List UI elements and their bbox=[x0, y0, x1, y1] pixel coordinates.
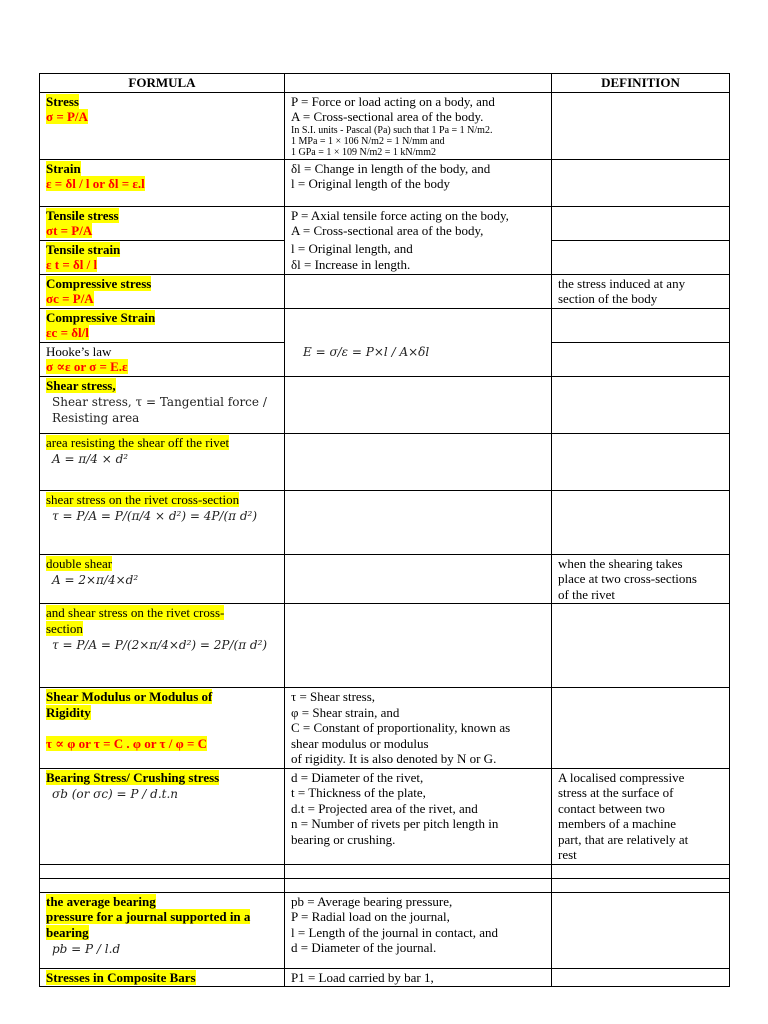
definition-cell bbox=[552, 864, 730, 878]
description-cell bbox=[285, 308, 552, 342]
definition-cell bbox=[552, 688, 730, 769]
formula-cell bbox=[40, 206, 285, 240]
table-row bbox=[40, 490, 730, 554]
row-title: Tensile strain bbox=[46, 241, 121, 257]
formula-cell bbox=[40, 308, 285, 342]
table-row bbox=[40, 159, 730, 206]
description-line: d = Diameter of the rivet, bbox=[291, 769, 424, 785]
definition-line: when the shearing takes bbox=[558, 555, 683, 571]
description-line: pb = Average bearing pressure, bbox=[291, 893, 453, 909]
description-note: In S.I. units - Pascal (Pa) such that 1 Pa = 1 N/m2. bbox=[291, 124, 493, 136]
definition-line: stress at the surface of bbox=[558, 785, 674, 800]
description-cell bbox=[285, 688, 552, 769]
table-row bbox=[40, 308, 730, 342]
description-line: δl = Increase in length. bbox=[291, 256, 411, 272]
row-title: Stresses in Composite Bars bbox=[46, 969, 196, 985]
row-title: the average bearing bbox=[46, 893, 156, 909]
description-line: δl = Change in length of the body, and bbox=[291, 160, 491, 176]
formula-cell bbox=[40, 892, 285, 968]
row-title: Compressive Strain bbox=[46, 309, 156, 325]
formula-cell bbox=[40, 878, 285, 892]
table-row bbox=[40, 92, 730, 159]
hookes-equation: E = σ/ε = P×l / A×δl bbox=[303, 345, 430, 359]
row-formula: τ ∝ φ or τ = C . φ or τ / φ = C bbox=[46, 735, 208, 751]
table-row bbox=[40, 604, 730, 688]
definition-cell bbox=[552, 878, 730, 892]
formula-cell bbox=[40, 92, 285, 159]
description-cell bbox=[285, 768, 552, 864]
definition-cell bbox=[552, 554, 730, 604]
definition-line: rest bbox=[558, 847, 577, 862]
definition-cell bbox=[552, 768, 730, 864]
definition-line: the stress induced at any bbox=[558, 275, 686, 291]
row-title: Hooke’s law bbox=[46, 343, 112, 359]
definition-line: contact between two bbox=[558, 800, 665, 816]
description-cell bbox=[285, 274, 552, 308]
table-row bbox=[40, 768, 730, 864]
table-row bbox=[40, 864, 730, 878]
definition-cell bbox=[552, 892, 730, 968]
definition-cell bbox=[552, 240, 730, 274]
description-line: P = Force or load acting on a body, and bbox=[291, 93, 495, 109]
definition-line: A localised compressive bbox=[558, 769, 685, 785]
definition-cell bbox=[552, 274, 730, 308]
table-row bbox=[40, 892, 730, 968]
description-line: l = Original length, and bbox=[291, 241, 413, 256]
definition-cell bbox=[552, 968, 730, 987]
description-line: l = Length of the journal in contact, and bbox=[291, 924, 498, 940]
formula-cell bbox=[40, 490, 285, 554]
description-line: τ = Shear stress, bbox=[291, 689, 376, 704]
formula-cell bbox=[40, 968, 285, 987]
description-cell bbox=[285, 433, 552, 490]
description-note: 1 MPa = 1 × 106 N/m2 = 1 N/mm and bbox=[291, 135, 445, 147]
description-line: P1 = Load carried by bar 1, bbox=[291, 969, 434, 985]
row-title: Shear stress, bbox=[46, 377, 116, 393]
description-line: A = Cross-sectional area of the body. bbox=[291, 109, 484, 124]
description-cell bbox=[285, 159, 552, 206]
definition-line: of the rivet bbox=[558, 586, 616, 602]
table-row bbox=[40, 554, 730, 604]
definition-cell bbox=[552, 490, 730, 554]
table-row bbox=[40, 342, 730, 376]
table-row bbox=[40, 433, 730, 490]
row-title: Bearing Stress/ Crushing stress bbox=[46, 769, 220, 785]
row-title: area resisting the shear off the rivet bbox=[46, 434, 230, 450]
description-cell bbox=[285, 604, 552, 688]
description-note: 1 GPa = 1 × 109 N/m2 = 1 kN/mm2 bbox=[291, 146, 436, 158]
description-cell bbox=[285, 376, 552, 433]
area-equation: A = π/4 × d² bbox=[52, 452, 129, 466]
definition-cell bbox=[552, 308, 730, 342]
description-cell bbox=[285, 206, 552, 240]
description-cell bbox=[285, 968, 552, 987]
row-title: Shear Modulus or Modulus of bbox=[46, 689, 213, 704]
row-formula: εc = δl/l bbox=[46, 325, 89, 340]
row-formula: ε = δl / l or δl = ε.l bbox=[46, 176, 145, 191]
formula-cell bbox=[40, 240, 285, 274]
definition-line: place at two cross-sections bbox=[558, 571, 697, 586]
definition-cell bbox=[552, 159, 730, 206]
header-middle bbox=[285, 74, 552, 93]
description-line: l = Original length of the body bbox=[291, 176, 450, 191]
row-formula: ε t = δl / l bbox=[46, 257, 98, 272]
description-cell bbox=[285, 554, 552, 604]
definition-cell bbox=[552, 433, 730, 490]
shear-stress-equation: Shear stress, τ = Tangential force / Resisting area bbox=[52, 395, 267, 425]
row-title: Stress bbox=[46, 93, 79, 109]
row-title: and shear stress on the rivet cross- bbox=[46, 605, 225, 620]
description-line: t = Thickness of the plate, bbox=[291, 785, 426, 800]
formula-cell bbox=[40, 554, 285, 604]
row-formula: σt = P/A bbox=[46, 223, 93, 238]
header-formula: FORMULA bbox=[40, 74, 285, 93]
table-row bbox=[40, 688, 730, 769]
description-line: shear modulus or modulus bbox=[291, 735, 429, 751]
table-row bbox=[40, 274, 730, 308]
description-line: P = Axial tensile force acting on the body, bbox=[291, 207, 509, 223]
header-definition: DEFINITION bbox=[552, 74, 730, 93]
description-cell bbox=[285, 864, 552, 878]
definition-line: section of the body bbox=[558, 291, 658, 306]
description-line: d.t = Projected area of the rivet, and bbox=[291, 800, 478, 816]
definition-line: members of a machine bbox=[558, 816, 677, 831]
definition-cell bbox=[552, 342, 730, 376]
bearing-equation: σb (or σc) = P / d.t.n bbox=[52, 787, 179, 801]
formula-cell bbox=[40, 376, 285, 433]
description-cell bbox=[285, 240, 552, 274]
row-title: Strain bbox=[46, 160, 81, 176]
row-title: Rigidity bbox=[46, 704, 91, 720]
description-cell bbox=[285, 490, 552, 554]
row-title: pressure for a journal supported in a bbox=[46, 909, 251, 924]
and-shear-equation: τ = P/A = P/(2×π/4×d²) = 2P/(π d²) bbox=[52, 638, 268, 652]
table-row bbox=[40, 376, 730, 433]
row-title: section bbox=[46, 620, 83, 636]
formula-cell bbox=[40, 159, 285, 206]
description-line: n = Number of rivets per pitch length in bbox=[291, 816, 499, 831]
definition-line: part, that are relatively at bbox=[558, 831, 689, 847]
formula-cell bbox=[40, 864, 285, 878]
table-row bbox=[40, 968, 730, 987]
row-title: double shear bbox=[46, 555, 113, 571]
description-line: C = Constant of proportionality, known as bbox=[291, 720, 511, 735]
description-cell bbox=[285, 92, 552, 159]
row-title: Compressive stress bbox=[46, 275, 152, 291]
definition-cell bbox=[552, 376, 730, 433]
formula-cell bbox=[40, 274, 285, 308]
formula-cell bbox=[40, 604, 285, 688]
description-cell bbox=[285, 878, 552, 892]
description-cell bbox=[285, 342, 552, 376]
double-shear-equation: A = 2×π/4×d² bbox=[52, 573, 139, 587]
row-title: bearing bbox=[46, 924, 89, 940]
definition-cell bbox=[552, 206, 730, 240]
row-title: Tensile stress bbox=[46, 207, 119, 223]
rivet-shear-equation: τ = P/A = P/(π/4 × d²) = 4P/(π d²) bbox=[52, 509, 258, 523]
table-row bbox=[40, 206, 730, 240]
row-title: shear stress on the rivet cross-section bbox=[46, 491, 240, 507]
description-line: A = Cross-sectional area of the body, bbox=[291, 223, 484, 238]
formula-cell bbox=[40, 433, 285, 490]
description-line: P = Radial load on the journal, bbox=[291, 909, 450, 924]
header-row bbox=[40, 74, 730, 93]
description-line: d = Diameter of the journal. bbox=[291, 940, 437, 955]
description-line: φ = Shear strain, and bbox=[291, 704, 400, 720]
description-line: of rigidity. It is also denoted by N or G. bbox=[291, 751, 497, 766]
formula-cell bbox=[40, 688, 285, 769]
formula-table bbox=[39, 73, 730, 987]
journal-equation: pb = P / l.d bbox=[52, 942, 121, 956]
row-formula: σc = P/A bbox=[46, 291, 94, 306]
description-line: bearing or crushing. bbox=[291, 831, 396, 847]
definition-cell bbox=[552, 604, 730, 688]
formula-cell bbox=[40, 342, 285, 376]
formula-cell bbox=[40, 768, 285, 864]
table-row bbox=[40, 878, 730, 892]
table-row bbox=[40, 240, 730, 274]
definition-cell bbox=[552, 92, 730, 159]
row-formula: σ ∝ε or σ = E.ε bbox=[46, 359, 128, 374]
description-cell bbox=[285, 892, 552, 968]
row-formula: σ = P/A bbox=[46, 109, 88, 124]
